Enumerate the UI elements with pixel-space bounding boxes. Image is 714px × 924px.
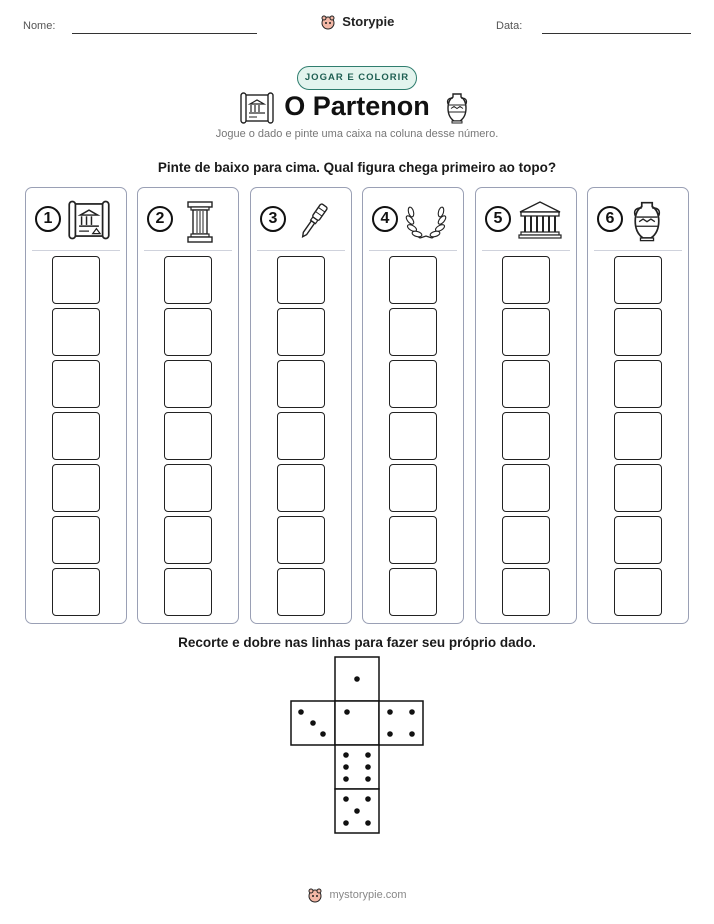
column-number: 2 (147, 206, 173, 232)
column-1 (25, 187, 127, 624)
column-header (26, 198, 126, 242)
date-label: Data: (496, 20, 523, 32)
color-box[interactable] (614, 516, 662, 564)
color-box[interactable] (52, 412, 100, 460)
color-box[interactable] (389, 360, 437, 408)
footer-url[interactable]: mystorypie.com (329, 889, 407, 901)
color-box[interactable] (502, 464, 550, 512)
color-box[interactable] (164, 516, 212, 564)
color-box[interactable] (614, 412, 662, 460)
color-box[interactable] (389, 568, 437, 616)
color-box[interactable] (614, 360, 662, 408)
color-box[interactable] (277, 464, 325, 512)
color-box[interactable] (277, 412, 325, 460)
column-number: 5 (485, 206, 511, 232)
greek-amphora-icon (630, 200, 664, 242)
column-number: 1 (35, 206, 61, 232)
brand-name: Storypie (342, 14, 395, 30)
color-box[interactable] (52, 568, 100, 616)
color-box[interactable] (614, 256, 662, 304)
color-box[interactable] (502, 516, 550, 564)
color-box[interactable] (164, 256, 212, 304)
color-box[interactable] (502, 308, 550, 356)
color-box[interactable] (277, 308, 325, 356)
color-box[interactable] (614, 568, 662, 616)
storypie-logo-icon (307, 887, 323, 903)
color-box[interactable] (52, 464, 100, 512)
color-box[interactable] (389, 256, 437, 304)
die-face-4 (379, 701, 423, 745)
color-box[interactable] (52, 308, 100, 356)
dice-net (290, 656, 426, 836)
die-face-6 (335, 745, 379, 789)
page-title: O Partenon (284, 91, 430, 121)
name-line[interactable] (72, 33, 257, 34)
instruction-top: Pinte de baixo para cima. Qual figura chega primeiro ao topo? (157, 160, 557, 175)
parthenon-temple-icon (518, 200, 562, 240)
color-box[interactable] (277, 360, 325, 408)
column-number: 6 (597, 206, 623, 232)
color-box[interactable] (389, 464, 437, 512)
column-6 (587, 187, 689, 624)
color-box[interactable] (164, 308, 212, 356)
die-face-5 (335, 789, 379, 833)
column-number: 3 (260, 206, 286, 232)
greek-amphora-icon (444, 92, 470, 124)
column-4 (362, 187, 464, 624)
die-face-1 (335, 657, 379, 701)
color-box[interactable] (164, 568, 212, 616)
column-header (588, 198, 688, 242)
color-box[interactable] (52, 256, 100, 304)
color-box[interactable] (164, 464, 212, 512)
column-2 (137, 187, 239, 624)
activity-badge: JOGAR E COLORIR (297, 66, 417, 90)
instruction-dice: Recorte e dobre nas linhas para fazer seu próprio dado. (178, 635, 536, 650)
column-number: 4 (372, 206, 398, 232)
column-header (476, 198, 576, 242)
color-box[interactable] (277, 516, 325, 564)
laurel-wreath-icon (405, 200, 447, 242)
footer (0, 887, 714, 903)
color-box[interactable] (502, 360, 550, 408)
color-box[interactable] (164, 360, 212, 408)
date-line[interactable] (542, 33, 691, 34)
column-header (251, 198, 351, 242)
die-face-3 (291, 701, 335, 745)
color-box[interactable] (502, 568, 550, 616)
column-3 (250, 187, 352, 624)
chisel-icon (293, 200, 333, 244)
brand (0, 13, 714, 30)
color-box[interactable] (614, 464, 662, 512)
column-header (138, 198, 238, 242)
subtitle: Jogue o dado e pinte uma caixa na coluna desse número. (215, 128, 499, 140)
color-box[interactable] (52, 360, 100, 408)
color-box[interactable] (164, 412, 212, 460)
storypie-logo-icon (320, 14, 336, 30)
color-box[interactable] (502, 412, 550, 460)
color-box[interactable] (389, 516, 437, 564)
column-5 (475, 187, 577, 624)
color-box[interactable] (389, 412, 437, 460)
scroll-blueprint-icon (68, 200, 110, 240)
name-label: Nome: (23, 20, 56, 32)
die-face-1 (335, 701, 379, 745)
color-box[interactable] (502, 256, 550, 304)
column-header (363, 198, 463, 242)
color-box[interactable] (614, 308, 662, 356)
color-box[interactable] (52, 516, 100, 564)
color-box[interactable] (277, 256, 325, 304)
color-box[interactable] (277, 568, 325, 616)
color-box[interactable] (389, 308, 437, 356)
greek-column-icon (180, 200, 220, 244)
